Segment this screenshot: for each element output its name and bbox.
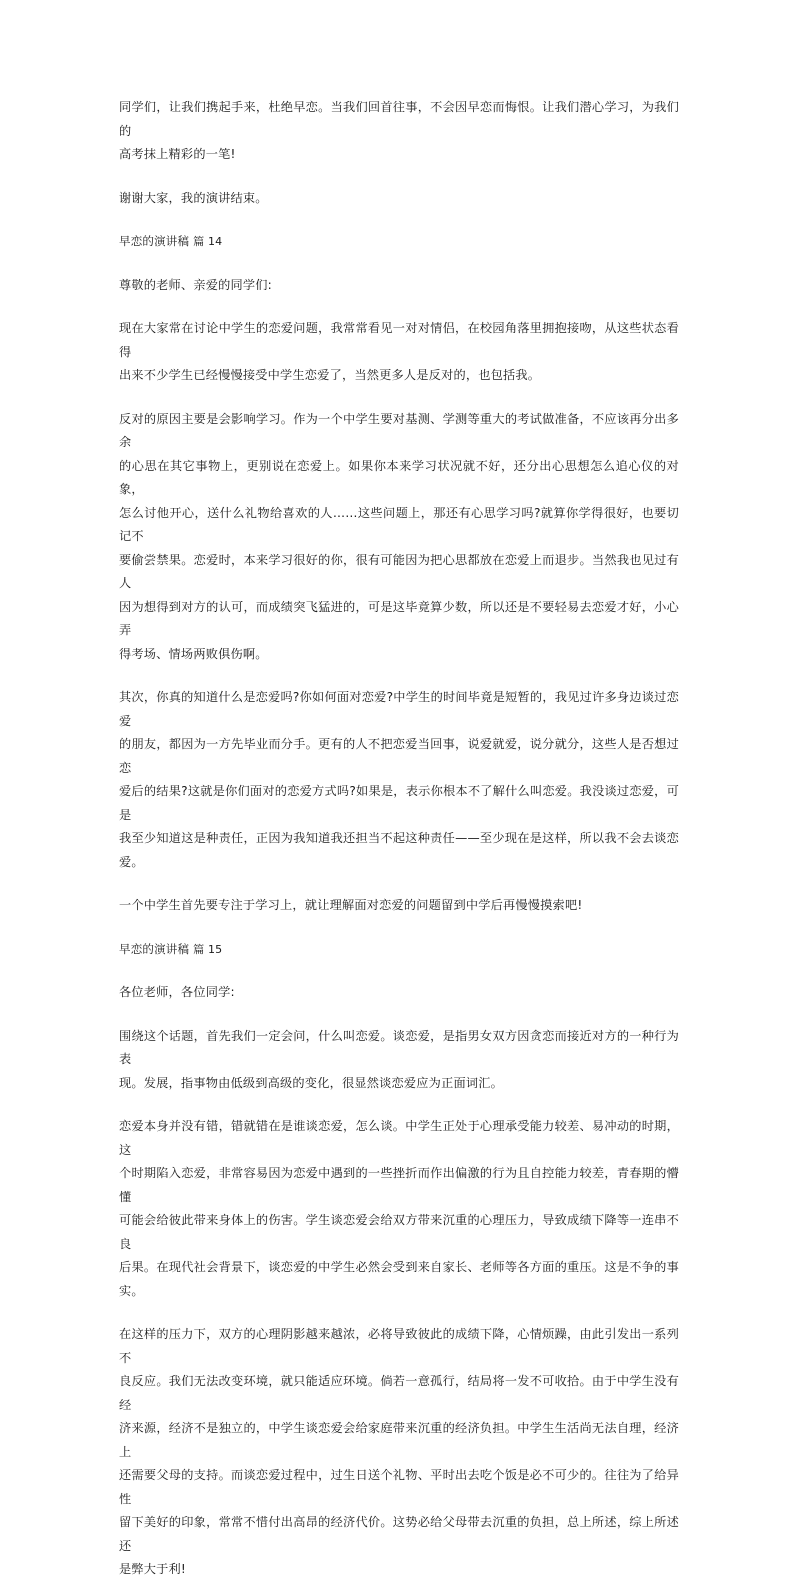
paragraph <box>119 686 679 874</box>
section-heading-number: 篇 15 <box>193 942 223 956</box>
paragraph <box>119 317 679 388</box>
paragraph-line: 可能会给彼此带来身体上的伤害。学生谈恋爱会给双方带来沉重的心理压力，导致成绩下降等一连串不良 <box>119 1213 679 1251</box>
paragraph <box>119 274 679 298</box>
paragraph-line: 留下美好的印象，常常不惜付出高昂的经济代价。这势必给父母带去沉重的负担，总上所述，综上所述还 <box>119 1515 679 1553</box>
paragraph-line: 良反应。我们无法改变环境，就只能适应环境。倘若一意孤行，结局将一发不可收拾。由于中学生没有经 <box>119 1374 679 1412</box>
paragraph-line: 各位老师，各位同学: <box>119 985 235 999</box>
paragraph-line: 出来不少学生已经慢慢接受中学生恋爱了，当然更多人是反对的，也包括我。 <box>119 368 541 382</box>
paragraph <box>119 894 679 918</box>
section-heading <box>119 230 679 254</box>
paragraph-line: 的朋友，都因为一方先毕业而分手。更有的人不把恋爱当回事，说爱就爱，说分就分，这些人是否想过恋 <box>119 737 679 775</box>
paragraph-line: 是弊大于利! <box>119 1562 187 1576</box>
paragraph-line: 我至少知道这是种责任，正因为我知道我还担当不起这种责任——至少现在是这样，所以我不会去谈恋爱。 <box>119 831 679 869</box>
paragraph-line: 因为想得到对方的认可，而成绩突飞猛进的，可是这毕竟算少数，所以还是不要轻易去恋爱才好，小心弄 <box>119 599 679 637</box>
section-heading-title: 早恋的演讲稿 <box>119 234 190 248</box>
paragraph <box>119 1323 679 1582</box>
paragraph-gap <box>119 1095 679 1115</box>
paragraph-line: 还需要父母的支持。而谈恋爱过程中，过生日送个礼物、平时出去吃个饭是必不可少的。往往为了给异性 <box>119 1468 679 1506</box>
paragraph-gap <box>119 297 679 317</box>
paragraph-line: 在这样的压力下，双方的心理阴影越来越浓，必将导致彼此的成绩下降，心情烦躁，由此引发出一系列不 <box>119 1327 679 1365</box>
paragraph-line: 同学们，让我们携起手来，杜绝早恋。当我们回首往事，不会因早恋而悔恨。让我们潜心学习，为我们的 <box>119 100 679 138</box>
paragraph <box>119 408 679 667</box>
paragraph-line: 尊敬的老师、亲爱的同学们: <box>119 277 272 292</box>
paragraph <box>119 1115 679 1303</box>
paragraph-gap <box>119 874 679 894</box>
paragraph-line: 个时期陷入恋爱，非常容易因为恋爱中遇到的一些挫折而作出偏激的行为且自控能力较差，青春期的懵懂 <box>119 1166 679 1204</box>
paragraph-gap <box>119 388 679 408</box>
paragraph-line: 谢谢大家，我的演讲结束。 <box>119 190 268 205</box>
paragraph-line: 其次，你真的知道什么是恋爱吗?你如何面对恋爱?中学生的时间毕竟是短暂的，我见过许多身边谈过恋爱 <box>119 690 679 728</box>
paragraph-line: 现在大家常在讨论中学生的恋爱问题，我常常看见一对对情侣，在校园角落里拥抱接吻，从这些状态看得 <box>119 321 679 359</box>
paragraph-line: 的心思在其它事物上，更别说在恋爱上。如果你本来学习状况就不好，还分出心思想怎么追心仪的对象， <box>119 458 679 496</box>
paragraph-gap <box>119 167 679 187</box>
paragraph-line: 得考场、情场两败俱伤啊。 <box>119 646 268 661</box>
paragraph-line: 济来源，经济不是独立的，中学生谈恋爱会给家庭带来沉重的经济负担。中学生生活尚无法自理，经济上 <box>119 1421 679 1459</box>
paragraph-line: 一个中学生首先要专注于学习上，就让理解面对恋爱的问题留到中学后再慢慢摸索吧! <box>119 898 583 912</box>
paragraph-line: 围绕这个话题，首先我们一定会问，什么叫恋爱。谈恋爱，是指男女双方因贪恋而接近对方的一种行为表 <box>119 1028 679 1066</box>
paragraph-line: 要偷尝禁果。恋爱时，本来学习很好的你，很有可能因为把心思都放在恋爱上而退步。当然我也见过有人 <box>119 552 679 590</box>
paragraph-line: 现。发展，指事物由低级到高级的变化，很显然谈恋爱应为正面词汇。 <box>119 1075 504 1090</box>
paragraph-gap <box>119 1005 679 1025</box>
paragraph <box>119 1025 679 1096</box>
paragraph-line: 高考抹上精彩的一笔! <box>119 147 236 161</box>
paragraph-gap <box>119 210 679 230</box>
paragraph-gap <box>119 918 679 938</box>
paragraph <box>119 187 679 211</box>
document-body <box>119 96 679 1582</box>
section-heading <box>119 938 679 962</box>
section-heading-title: 早恋的演讲稿 <box>119 941 190 956</box>
paragraph-line: 爱后的结果?这就是你们面对的恋爱方式吗?如果是，表示你根本不了解什么叫恋爱。我没谈过恋爱，可是 <box>119 784 679 822</box>
paragraph-gap <box>119 254 679 274</box>
paragraph <box>119 981 679 1005</box>
paragraph-gap <box>119 961 679 981</box>
section-heading-number: 篇 14 <box>193 235 223 248</box>
paragraph-line: 反对的原因主要是会影响学习。作为一个中学生要对基测、学测等重大的考试做准备，不应该再分出多余 <box>119 411 679 449</box>
paragraph-line: 恋爱本身并没有错，错就错在是谁谈恋爱，怎么谈。中学生正处于心理承受能力较差、易冲动的时期，这 <box>119 1119 679 1157</box>
paragraph-gap <box>119 666 679 686</box>
paragraph-line: 后果。在现代社会背景下，谈恋爱的中学生必然会受到来自家长、老师等各方面的重压。这是不争的事实。 <box>119 1260 679 1298</box>
paragraph-gap <box>119 1303 679 1323</box>
paragraph-line: 怎么讨他开心，送什么礼物给喜欢的人……这些问题上，那还有心思学习吗?就算你学得很好，也要切记不 <box>119 505 679 543</box>
paragraph <box>119 96 679 167</box>
